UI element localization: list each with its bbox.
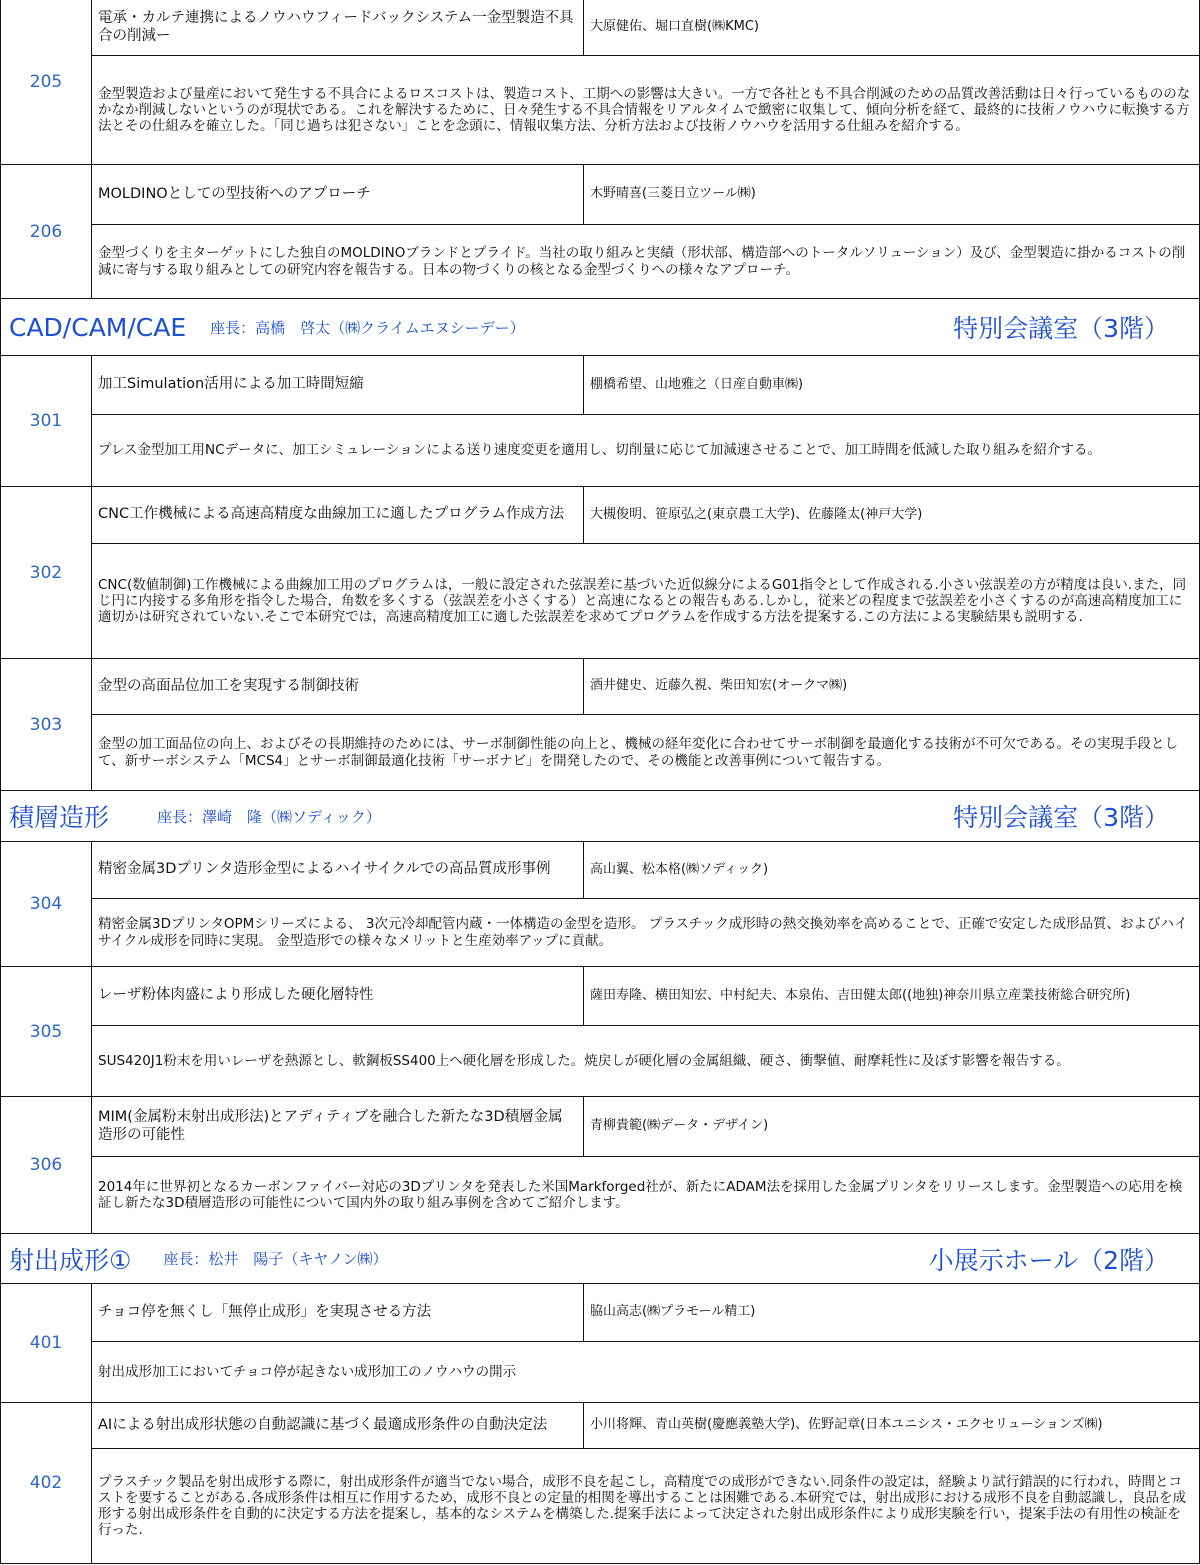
session-header [0, 299, 1200, 356]
presentation-abstract: プラスチック製品を射出成形する際に，射出成形条件が適当でない場合，成形不良を起こし，高精度での成形ができない.同条件の設定は，経験より試行錯誤的に行われ，時間とコストを要することがある.各成形条件は相互に作用するため，成形不良との定量的相関を導出することは困難である.本研究では，射出成形における成形不良を自動認識し，良品を成形する射出成形条件を自動的に決定する方法を提案し，基本的なシステムを構築した.提案手法によって決定された射出成形条件により成形実験を行い，提案手法の有用性の検証を行った. [98, 1473, 1187, 1539]
presentation-number: 304 [1, 842, 92, 966]
session-name: 射出成形① [9, 1245, 132, 1275]
presentation-number: 401 [1, 1284, 92, 1402]
presentation-authors: 青柳貴範(㈱データ・デザイン) [590, 1118, 769, 1134]
presentation-title: チョコ停を無くし「無停止成形」を実現させる方法 [92, 1284, 584, 1341]
presentation-entry [0, 0, 1200, 165]
presentation-number: 303 [1, 659, 92, 790]
presentation-authors: 大槻俊明、笹原弘之(東京農工大学)、佐藤隆太(神戸大学) [590, 506, 923, 522]
presentation-authors: 脇山高志(㈱プラモール精工) [590, 1304, 756, 1320]
presentation-entry [0, 356, 1200, 487]
session-room: 特別会議室（3階） [953, 314, 1169, 343]
presentation-authors: 薩田寿隆、横田知宏、中村紀夫、本泉佑、吉田健太郎((地独)神奈川県立産業技術総合研究所) [590, 987, 1131, 1003]
session-chair: 座長：澤崎 隆（㈱ソディック） [157, 807, 381, 826]
presentation-entry [0, 967, 1200, 1097]
presentation-abstract: CNC(数値制御)工作機械による曲線加工用のプログラムは，一般に設定された弦誤差に基づいた近似線分によるG01指令として作成される.小さい弦誤差の方が精度は良い.また，同じ円に内接する多角形を指令した場合，角数を多くする（弦誤差を小さくする）と高速になるとの報告もある.しかし，従来どの程度まで弦誤差を小さくするのが高速高精度加工に適切かは研究されていない.そこで本研究では，高速高精度加工に適した弦誤差を求めてプログラムを作成する方法を提案する.この方法による実験結果も説明する. [98, 576, 1187, 626]
presentation-entry [0, 1403, 1200, 1564]
presentation-number: 301 [1, 356, 92, 486]
presentation-title: MIM(金属粉末射出成形法)とアディティブを融合した新たな3D積層金属造形の可能性 [92, 1097, 584, 1156]
presentation-abstract: 射出成形加工においてチョコ停が起きない成形加工のノウハウの開示 [98, 1363, 517, 1380]
presentation-entry [0, 1284, 1200, 1403]
presentation-entry [0, 842, 1200, 967]
presentation-abstract: 金型の加工面品位の向上、およびその長期維持のためには、サーボ制御性能の向上と、機械の経年変化に合わせてサーボ制御を最適化する技術が不可欠である。その実現手段として、新サーボシステム「MCS4」とサーボ制御最適化技術「サーボナビ」を開発したので、その機能と改善事例について報告する。 [98, 736, 1178, 769]
session-chair: 座長：松井 陽子（キヤノン㈱） [163, 1250, 388, 1268]
presentation-authors: 木野晴喜(三菱日立ツール㈱) [590, 186, 756, 202]
presentation-title: MOLDINOとしての型技術へのアプローチ [92, 165, 584, 224]
presentation-authors: 小川将輝、青山英樹(慶應義塾大学)、佐野記章(日本ユニシス・エクセリューションズ㈱) [590, 1417, 1103, 1433]
presentation-number: 306 [1, 1097, 92, 1233]
session-header [0, 791, 1200, 842]
presentation-abstract: 2014年に世界初となるカーボンファイバー対応の3Dプリンタを発表した米国Markforged社が、新たにADAM法を採用した金属プリンタをリリースします。金型製造への応用を検証し新たな3D積層造形の可能性について国内外の取り組み事例を含めてご紹介します。 [98, 1178, 1183, 1211]
presentation-number: 302 [1, 487, 92, 658]
presentation-entry [0, 1097, 1200, 1234]
presentation-abstract: SUS420J1粉末を用いレーザを熱源とし、軟鋼板SS400上へ硬化層を形成した。焼戻しが硬化層の金属組織、硬さ、衝撃値、耐摩耗性に及ぼす影響を報告する。 [98, 1052, 1070, 1069]
presentation-title: 電承・カルテ連携によるノウハウフィードバックシステム一金型製造不具合の削減ー [92, 0, 584, 55]
presentation-title: 金型の高面品位加工を実現する制御技術 [92, 659, 584, 714]
presentation-abstract: 精密金属3DプリンタOPMシリーズによる、 3次元冷却配管内蔵・一体構造の金型を造形。 プラスチック成形時の熱交換効率を高めることで、正確で安定した成形品質、およびハイサイクル成形を同時に実現。 金型造形での様々なメリットと生産効率アップに貢献。 [98, 916, 1188, 949]
presentation-authors: 棚橋希望、山地雅之（日産自動車㈱) [590, 376, 804, 392]
presentation-authors: 高山翼、松本格(㈱ソディック) [590, 861, 769, 877]
presentation-number: 402 [1, 1403, 92, 1563]
session-name: CAD/CAM/CAE [9, 312, 187, 342]
presentation-title: AIによる射出成形状態の自動認識に基づく最適成形条件の自動決定法 [92, 1403, 584, 1448]
session-chair: 座長：高橋 啓太（㈱クライムエヌシーデー） [210, 318, 525, 337]
presentation-number: 205 [1, 0, 92, 164]
presentation-entry [0, 487, 1200, 659]
presentation-abstract: プレス金型加工用NCデータに、加工シミュレーションによる送り速度変更を適用し、切削量に応じて加減速させることで、加工時間を低減した取り組みを紹介する。 [98, 442, 1101, 459]
presentation-title: 精密金属3Dプリンタ造形金型によるハイサイクルでの高品質成形事例 [92, 842, 584, 898]
session-room: 小展示ホール（2階） [928, 1245, 1169, 1275]
presentation-entry [0, 165, 1200, 299]
presentation-title: CNC工作機械による高速高精度な曲線加工に適したプログラム作成方法 [92, 487, 584, 543]
session-header [0, 1234, 1200, 1284]
presentation-title: レーザ粉体肉盛により形成した硬化層特性 [92, 967, 584, 1025]
presentation-authors: 大原健佑、堀口直樹(㈱KMC) [590, 19, 759, 35]
session-name: 積層造形 [9, 803, 110, 832]
presentation-authors: 酒井健史、近藤久視、柴田知宏(オークマ㈱) [590, 678, 848, 694]
presentation-number: 206 [1, 165, 92, 298]
presentation-abstract: 金型づくりを主ターゲットにした独自のMOLDINOブランドとプライド。当社の取り組みと実績（形状部、構造部へのトータルソリューション）及び、金型製造に掛かるコストの削減に寄与する取り組みとしての研究内容を報告する。日本の物づくりの核となる金型づくりへの様々なアプローチ。 [98, 245, 1186, 278]
presentation-abstract: 金型製造および量産において発生する不具合によるロスコストは、製造コスト、工期への影響は大きい。一方で各社とも不具合削減のための品質改善活動は日々行っているもののなかなか削減しないというのが現状である。これを解決するために、日々発生する不具合情報をリアルタイムで緻密に収集して、傾向分析を経て、最終的に技術ノウハウに転換する方法とその仕組みを確立した。「同じ過ちは犯さない」ことを念頭に、情報収集方法、分析方法および技術ノウハウを活用する仕組みを紹介する。 [98, 85, 1191, 135]
presentation-title: 加工Simulation活用による加工時間短縮 [92, 356, 584, 414]
presentation-number: 305 [1, 967, 92, 1096]
presentation-entry [0, 659, 1200, 791]
session-room: 特別会議室（3階） [953, 803, 1169, 832]
